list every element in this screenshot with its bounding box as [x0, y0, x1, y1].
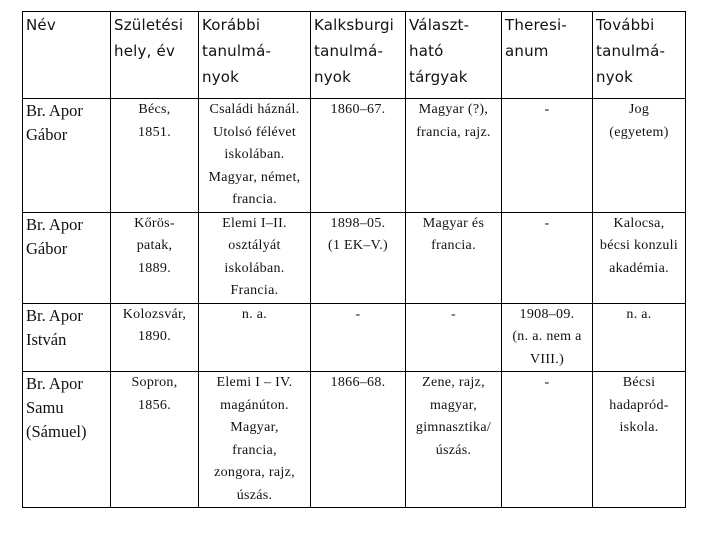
- cell-theresianum: 1908–09. (n. a. nem a VIII.): [502, 303, 593, 372]
- cell-prior-studies: Családi háznál. Utolsó félévet iskolában. Magyar, német, francia.: [199, 99, 311, 213]
- cell-name: Br. Apor Gábor: [23, 212, 111, 303]
- cell-name: Br. Apor Samu (Sámuel): [23, 372, 111, 508]
- cell-birth: Sopron, 1856.: [111, 372, 199, 508]
- students-table: [22, 11, 686, 508]
- cell-electives: Magyar és francia.: [406, 212, 502, 303]
- header-birth: Születési hely, év: [111, 12, 199, 99]
- header-prior-studies: Korábbi tanulmá- nyok: [199, 12, 311, 99]
- cell-further-studies: n. a.: [593, 303, 686, 372]
- cell-prior-studies: n. a.: [199, 303, 311, 372]
- cell-electives: Zene, rajz, magyar, gimnasztika/ úszás.: [406, 372, 502, 508]
- cell-electives: -: [406, 303, 502, 372]
- cell-birth: Bécs, 1851.: [111, 99, 199, 213]
- cell-kalksburg: -: [311, 303, 406, 372]
- cell-prior-studies: Elemi I–II. osztályát iskolában. Francia.: [199, 212, 311, 303]
- table-row: [23, 372, 686, 508]
- cell-theresianum: -: [502, 212, 593, 303]
- cell-electives: Magyar (?), francia, rajz.: [406, 99, 502, 213]
- cell-kalksburg: 1860–67.: [311, 99, 406, 213]
- header-electives: Választ- ható tárgyak: [406, 12, 502, 99]
- cell-theresianum: -: [502, 372, 593, 508]
- cell-theresianum: -: [502, 99, 593, 213]
- table-row: [23, 212, 686, 303]
- header-theresianum: Theresi- anum: [502, 12, 593, 99]
- header-kalksburg-studies: Kalksburgi tanulmá- nyok: [311, 12, 406, 99]
- header-row: [23, 12, 686, 99]
- cell-name: Br. Apor István: [23, 303, 111, 372]
- table-row: [23, 303, 686, 372]
- cell-birth: Kőrös- patak, 1889.: [111, 212, 199, 303]
- cell-further-studies: Jog (egyetem): [593, 99, 686, 213]
- header-name: Név: [23, 12, 111, 99]
- cell-further-studies: Bécsi hadapród- iskola.: [593, 372, 686, 508]
- cell-prior-studies: Elemi I – IV. magánúton. Magyar, francia, zongora, rajz, úszás.: [199, 372, 311, 508]
- cell-birth: Kolozsvár, 1890.: [111, 303, 199, 372]
- cell-name: Br. Apor Gábor: [23, 99, 111, 213]
- header-further-studies: További tanulmá- nyok: [593, 12, 686, 99]
- cell-kalksburg: 1866–68.: [311, 372, 406, 508]
- cell-kalksburg: 1898–05. (1 EK–V.): [311, 212, 406, 303]
- table-row: [23, 99, 686, 213]
- cell-further-studies: Kalocsa, bécsi konzuli akadémia.: [593, 212, 686, 303]
